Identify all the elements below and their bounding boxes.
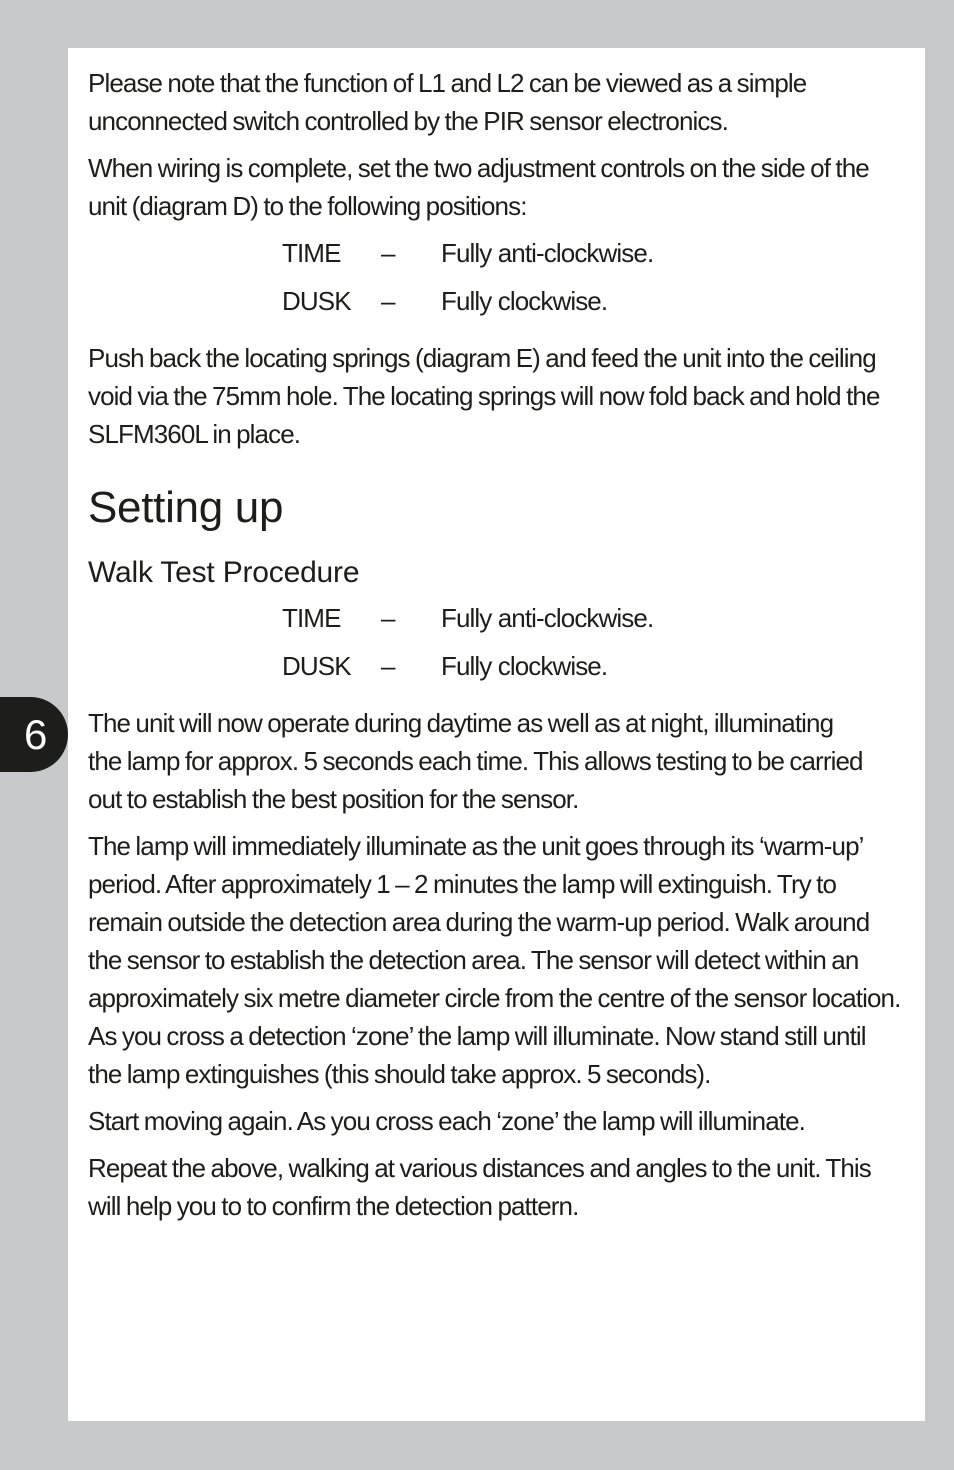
setting-row-dusk <box>88 647 903 695</box>
setting-value: Fully anti-clockwise. <box>441 238 654 268</box>
setting-dash: – <box>381 286 395 316</box>
walk-test-paragraph: The unit will now operate during daytime as well as at night, illuminating the lamp for approx. 5 seconds each time. This allows testing to be carried out to establish the best position for the sensor. <box>88 708 863 814</box>
setting-label: DUSK <box>282 651 351 681</box>
setting-label: TIME <box>282 238 341 268</box>
page-content <box>88 64 903 1234</box>
walk-test-settings-list <box>88 599 903 695</box>
section-title: Setting up <box>88 483 284 532</box>
setting-value: Fully clockwise. <box>441 286 608 316</box>
walk-test-paragraph: Repeat the above, walking at various distances and angles to the unit. This will help you to to confirm the detection pattern. <box>88 1153 871 1221</box>
setting-value: Fully clockwise. <box>441 651 608 681</box>
page-number: 6 <box>24 711 48 758</box>
setting-value: Fully anti-clockwise. <box>441 603 654 633</box>
setting-dash: – <box>381 603 395 633</box>
subsection-title: Walk Test Procedure <box>88 556 360 589</box>
setting-row-dusk <box>88 282 903 330</box>
intro-paragraph: When wiring is complete, set the two adjustment controls on the side of the unit (diagram D) to the following positions: <box>88 153 869 221</box>
setting-row-time <box>88 599 903 647</box>
setting-label: DUSK <box>282 286 351 316</box>
walk-test-paragraph: The lamp will immediately illuminate as the unit goes through its ‘warm-up’ period. After approximately 1 – 2 minutes the lamp will extinguish. Try to remain outside the detection area during the warm-up period. Walk around the sensor to establish the detection area. The sensor will detect within an approximately six metre diameter circle from the centre of the sensor location. As you cross a detection ‘zone’ the lamp will illuminate. Now stand still until the lamp extinguishes (this should take approx. 5 seconds). <box>88 831 901 1089</box>
page-number-tab <box>0 697 68 772</box>
setting-dash: – <box>381 238 395 268</box>
document-page <box>68 48 925 1421</box>
springs-paragraph: Push back the locating springs (diagram E) and feed the unit into the ceiling void via the 75mm hole. The locating springs will now fold back and hold the SLFM360L in place. <box>88 343 880 449</box>
wiring-settings-list <box>88 234 903 330</box>
setting-label: TIME <box>282 603 341 633</box>
intro-paragraph: Please note that the function of L1 and L2 can be viewed as a simple unconnected switch controlled by the PIR sensor electronics. <box>88 68 807 136</box>
setting-dash: – <box>381 651 395 681</box>
walk-test-paragraph: Start moving again. As you cross each ‘zone’ the lamp will illuminate. <box>88 1106 805 1136</box>
setting-row-time <box>88 234 903 282</box>
